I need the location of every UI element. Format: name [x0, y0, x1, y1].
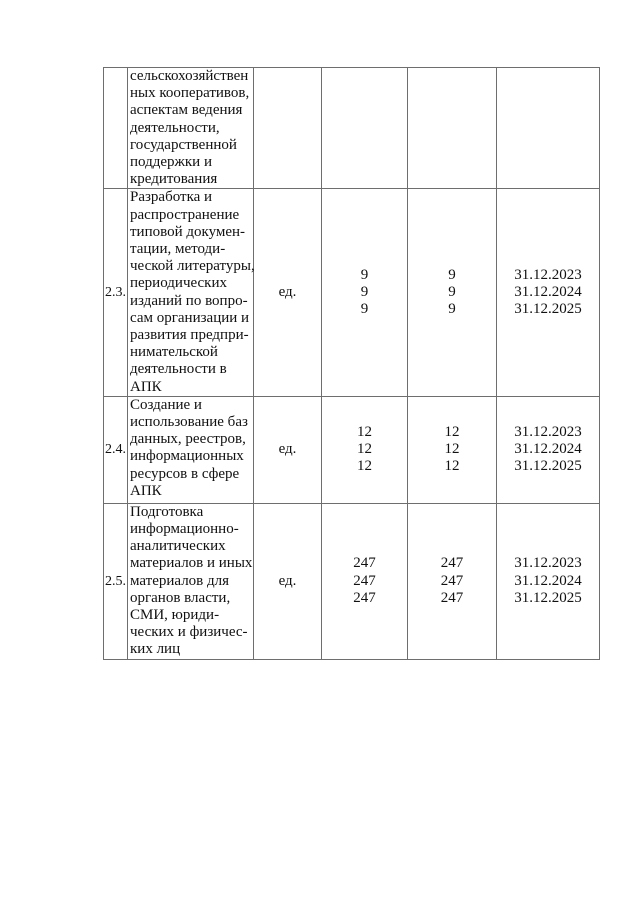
row-plan-values-cell: [322, 396, 408, 503]
row-unit: ед.: [278, 284, 297, 301]
row-number-cell: [104, 503, 128, 659]
row-name-line: тации, методи-: [130, 241, 226, 258]
row-number: 2.3.: [105, 285, 126, 301]
row-name-line: аспектам ведения: [130, 102, 243, 119]
plan-value: 9: [360, 266, 369, 283]
plan-value: 9: [360, 301, 369, 318]
deadline-date: 31.12.2025: [514, 589, 582, 606]
row-number-cell: [104, 189, 128, 396]
row-name-cell: [128, 503, 254, 659]
row-name-line: использование баз: [130, 414, 248, 431]
table-row: [104, 68, 600, 189]
row-plan-values-cell: [322, 189, 408, 396]
plan-value: 247: [353, 572, 376, 589]
plan-value: 247: [353, 555, 376, 572]
row-name-line: ных кооперативов,: [130, 85, 250, 102]
row-unit-cell: [254, 68, 322, 189]
row-name-line: Разработка и: [130, 189, 213, 206]
fact-value: 247: [440, 589, 464, 606]
row-name-line: изданий по вопро-: [130, 292, 248, 309]
deadline-date: 31.12.2024: [514, 572, 582, 589]
row-name-line: государственной: [130, 136, 237, 153]
plan-value: 9: [360, 284, 369, 301]
row-name-line: СМИ, юриди-: [130, 607, 220, 624]
table-row: [104, 189, 600, 396]
row-name-line: типовой докумен-: [130, 223, 246, 240]
row-fact-values-cell: [408, 503, 497, 659]
row-dates-cell: [497, 396, 600, 503]
fact-value: 12: [444, 458, 460, 475]
deadline-date: 31.12.2023: [514, 266, 582, 283]
row-number: 2.4.: [105, 442, 126, 458]
activities-table-body: [104, 68, 600, 660]
row-name-line: информационных: [130, 448, 244, 465]
row-name-line: АПК: [130, 482, 162, 499]
row-number-cell: [104, 396, 128, 503]
row-name-line: сам организации и: [130, 309, 250, 326]
row-name-line: информационно-: [130, 521, 239, 538]
row-name-line: Подготовка: [130, 503, 204, 520]
row-fact-values-cell: [408, 189, 497, 396]
row-number-cell: [104, 68, 128, 189]
row-plan-values-cell: [322, 503, 408, 659]
fact-value: 12: [444, 424, 460, 441]
row-name-line: развития предпри-: [130, 327, 249, 344]
fact-value: 247: [440, 555, 464, 572]
fact-value: 9: [448, 301, 456, 318]
fact-value: 12: [444, 441, 460, 458]
row-name-line: деятельности в: [130, 361, 227, 378]
row-plan-values-cell: [322, 68, 408, 189]
row-name-cell: [128, 189, 254, 396]
row-unit-cell: [254, 189, 322, 396]
deadline-date: 31.12.2023: [514, 424, 582, 441]
row-name-line: Создание и: [130, 396, 202, 413]
row-fact-values-cell: [408, 396, 497, 503]
row-name-line: аналитических: [130, 538, 226, 555]
fact-value: 247: [440, 572, 464, 589]
fact-value: 9: [448, 266, 456, 283]
plan-value: 12: [357, 458, 372, 475]
row-name-cell: [128, 68, 254, 189]
row-name-line: ческой литературы,: [130, 258, 255, 275]
plan-value: 12: [357, 424, 372, 441]
deadline-date: 31.12.2025: [514, 458, 582, 475]
row-name-line: сельскохозяйствен: [130, 68, 249, 84]
row-unit: ед.: [278, 572, 297, 589]
deadline-date: 31.12.2025: [514, 301, 582, 318]
deadline-date: 31.12.2024: [514, 284, 582, 301]
activities-table: [103, 67, 600, 660]
row-name-cell: [128, 396, 254, 503]
row-name-line: ресурсов в сфере: [130, 465, 240, 482]
table-row: [104, 396, 600, 503]
row-name-line: распространение: [130, 206, 240, 223]
row-name-line: данных, реестров,: [130, 431, 246, 448]
table-row: [104, 503, 600, 659]
deadline-date: 31.12.2024: [514, 441, 582, 458]
row-name-line: периодических: [130, 275, 227, 292]
row-dates-cell: [497, 189, 600, 396]
row-unit: ед.: [278, 441, 297, 458]
row-unit-cell: [254, 503, 322, 659]
deadline-date: 31.12.2023: [514, 555, 582, 572]
row-name-line: материалов для: [130, 572, 230, 589]
plan-value: 247: [353, 589, 376, 606]
row-number: 2.5.: [105, 573, 126, 589]
plan-value: 12: [357, 441, 372, 458]
row-unit-cell: [254, 396, 322, 503]
row-name-line: нимательской: [130, 344, 218, 361]
row-name-line: АПК: [130, 378, 162, 395]
fact-value: 9: [448, 284, 456, 301]
row-name-line: материалов и иных: [130, 555, 253, 572]
row-fact-values-cell: [408, 68, 497, 189]
row-name-line: кредитования: [130, 171, 218, 188]
row-name-line: ческих и физичес-: [130, 624, 248, 641]
row-name-line: деятельности,: [130, 119, 220, 136]
row-name-line: поддержки и: [130, 154, 212, 171]
row-name-line: ких лиц: [130, 641, 181, 658]
row-dates-cell: [497, 503, 600, 659]
row-dates-cell: [497, 68, 600, 189]
row-name-line: органов власти,: [130, 589, 231, 606]
